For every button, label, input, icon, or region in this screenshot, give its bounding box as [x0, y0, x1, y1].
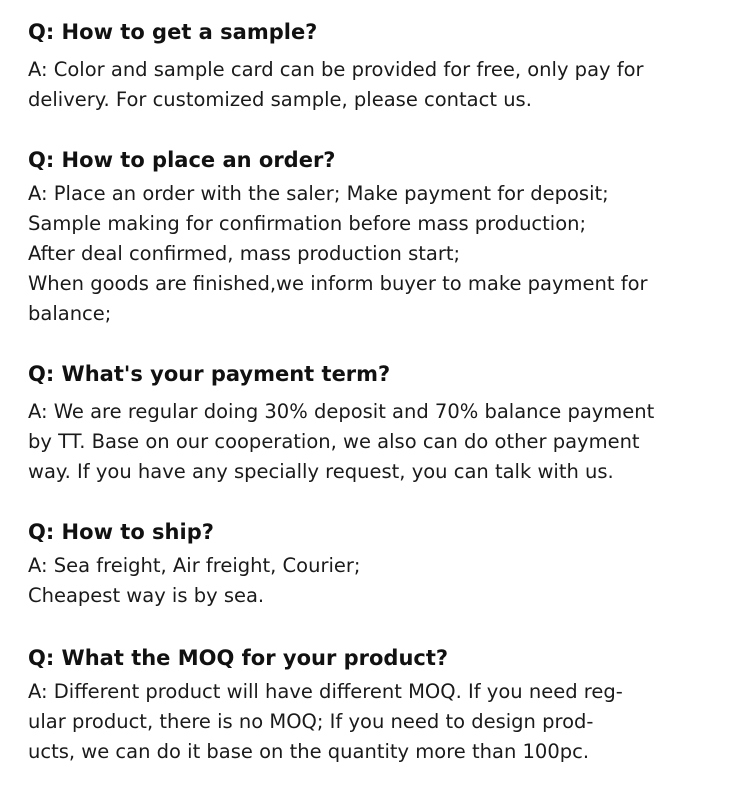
- answer-line: A: Color and sample card can be provided for free, only pay for: [28, 58, 644, 81]
- answer-text: [28, 551, 730, 611]
- answer-line: balance;: [28, 302, 112, 325]
- answer-line: Cheapest way is by sea.: [28, 584, 265, 607]
- answer-line: ular product, there is no MOQ; If you need to design prod-: [28, 710, 594, 733]
- answer-text: [28, 55, 730, 115]
- faq-item-order: [28, 145, 730, 329]
- answer-line: After deal confirmed, mass production start;: [28, 242, 461, 265]
- answer-line: A: We are regular doing 30% deposit and 70% balance payment: [28, 400, 655, 423]
- answer-line: delivery. For customized sample, please contact us.: [28, 88, 532, 111]
- answer-line: A: Different product will have different MOQ. If you need reg-: [28, 680, 623, 703]
- question-heading: Q: How to get a sample?: [28, 20, 318, 44]
- answer-text: [28, 179, 730, 329]
- faq-item-moq: [28, 643, 730, 767]
- answer-text: [28, 397, 730, 487]
- answer-line: Sample making for confirmation before mass production;: [28, 212, 587, 235]
- faq-item-sample: [28, 17, 730, 115]
- question-heading: Q: What's your payment term?: [28, 362, 391, 386]
- answer-line: ucts, we can do it base on the quantity more than 100pc.: [28, 740, 590, 763]
- question-heading: Q: How to place an order?: [28, 148, 336, 172]
- answer-line: way. If you have any specially request, you can talk with us.: [28, 460, 614, 483]
- answer-line: When goods are finished,we inform buyer to make payment for: [28, 272, 648, 295]
- answer-line: by TT. Base on our cooperation, we also can do other payment: [28, 430, 640, 453]
- faq-item-payment: [28, 359, 730, 487]
- answer-text: [28, 677, 730, 767]
- answer-line: A: Place an order with the saler; Make payment for deposit;: [28, 182, 609, 205]
- question-heading: Q: What the MOQ for your product?: [28, 646, 449, 670]
- faq-item-shipping: [28, 517, 730, 611]
- answer-line: A: Sea freight, Air freight, Courier;: [28, 554, 361, 577]
- question-heading: Q: How to ship?: [28, 520, 214, 544]
